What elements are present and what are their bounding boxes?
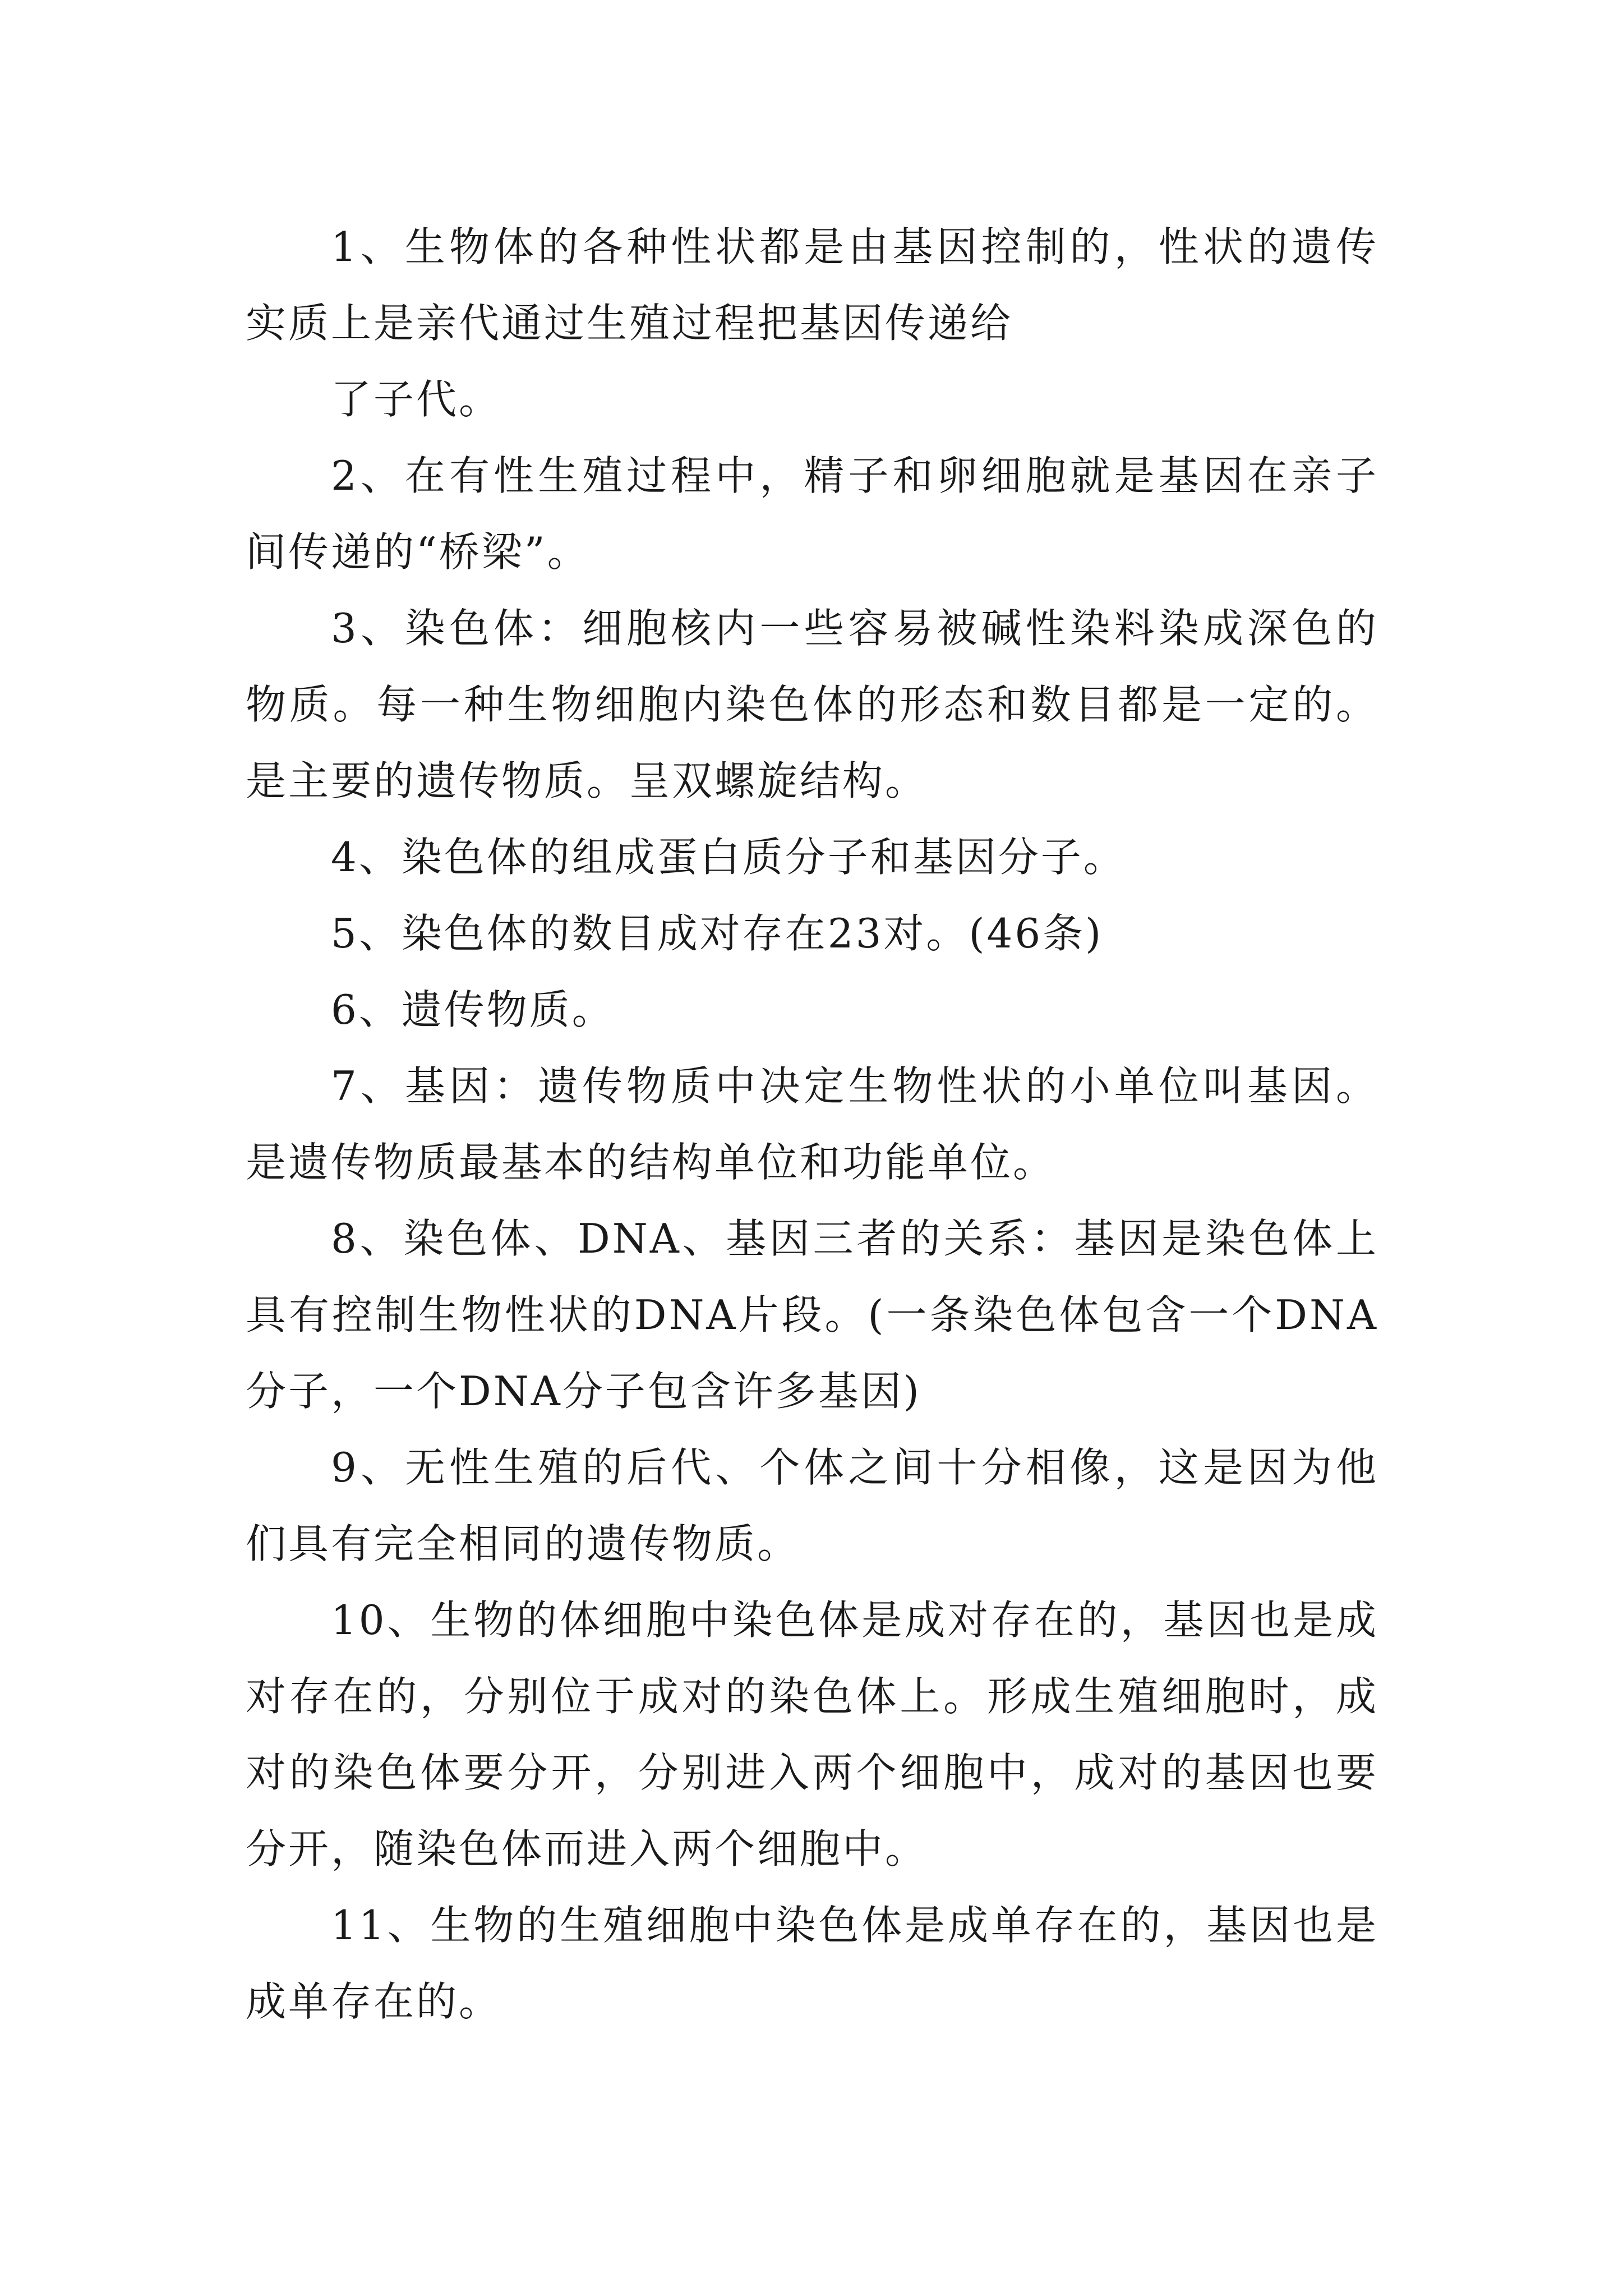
paragraph-4: 4、染色体的组成蛋白质分子和基因分子。 [331, 834, 1126, 881]
paragraph-11: 11、生物的生殖细胞中染色体是成单存在的，基因也是成单存在的。 [246, 1902, 1378, 2025]
paragraph-10: 10、生物的体细胞中染色体是成对存在的，基因也是成对存在的，分别位于成对的染色体上。形成生殖细胞时，成对的染色体要分开，分别进入两个细胞中，成对的基因也要分开，随染色体而进入两个细胞中。 [246, 1596, 1378, 1872]
paragraph-8: 8、染色体、DNA、基因三者的关系：基因是染色体上具有控制生物性状的DNA片段。(一条染色体包含一个DNA分子，一个DNA分子包含许多基因) [246, 1215, 1378, 1415]
paragraph-1-continued: 了子代。 [331, 376, 502, 423]
paragraph-6: 6、遗传物质。 [331, 986, 615, 1033]
document-body [246, 209, 1378, 2040]
paragraph-9: 9、无性生殖的后代、个体之间十分相像，这是因为他们具有完全相同的遗传物质。 [246, 1444, 1378, 1567]
paragraph-2: 2、在有性生殖过程中，精子和卵细胞就是基因在亲子间传递的“桥梁”。 [246, 452, 1378, 576]
paragraph-3: 3、染色体：细胞核内一些容易被碱性染料染成深色的物质。每一种生物细胞内染色体的形态和数目都是一定的。是主要的遗传物质。呈双螺旋结构。 [246, 605, 1378, 804]
paragraph-5: 5、染色体的数目成对存在23对。(46条) [331, 910, 1104, 957]
paragraph-7: 7、基因：遗传物质中决定生物性状的小单位叫基因。是遗传物质最基本的结构单位和功能单位。 [246, 1062, 1378, 1186]
paragraph-1: 1、生物体的各种性状都是由基因控制的，性状的遗传实质上是亲代通过生殖过程把基因传递给 [246, 223, 1378, 347]
